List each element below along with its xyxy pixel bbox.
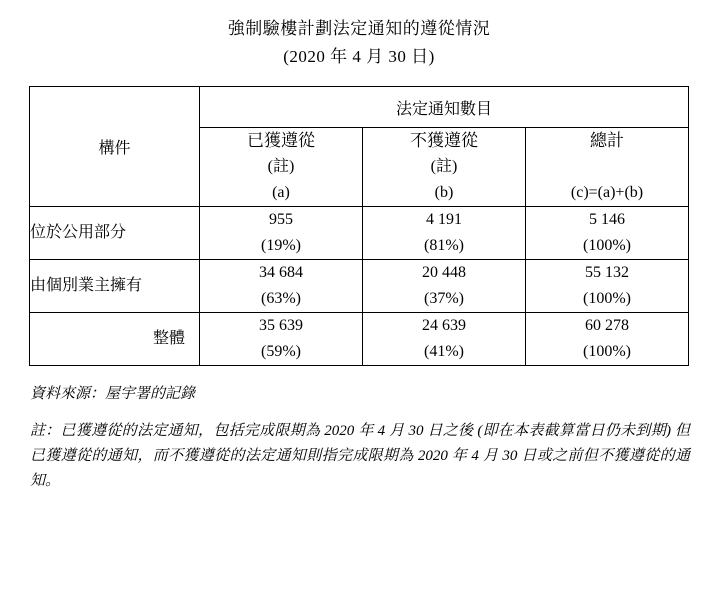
footnote: 註：已獲遵從的法定通知，包括完成限期為 2020 年 4 月 30 日之後 (即在本表截算當日仍未到期) 但已獲遵從的通知，而不獲遵從的法定通知則指完成限期為 2020 年 4 月 30 日或之前但不獲遵從的通知。 <box>30 423 690 489</box>
cell-complied: 34 684 (63%) <box>199 260 362 313</box>
header-col-not-complied: 不獲遵從 (註) (b) <box>362 128 525 207</box>
table-row <box>29 260 688 313</box>
title-block <box>0 0 718 72</box>
page-title: 強制驗樓計劃法定通知的遵從情況 <box>227 19 491 38</box>
cell-complied: 35 639 (59%) <box>199 313 362 366</box>
header-component: 構件 <box>29 87 199 207</box>
table-header-row-group <box>29 87 688 128</box>
row-label-overall: 整體 <box>29 313 199 366</box>
page-subtitle: (2020 年 4 月 30 日) <box>283 47 435 66</box>
table-row <box>29 313 688 366</box>
header-group-notices: 法定通知數目 <box>199 87 688 128</box>
cell-not-complied: 20 448 (37%) <box>362 260 525 313</box>
compliance-table <box>29 86 689 366</box>
source-note: 資料來源：屋宇署的記錄 <box>30 386 196 402</box>
cell-complied: 955 (19%) <box>199 207 362 260</box>
header-col-complied: 已獲遵從 (註) (a) <box>199 128 362 207</box>
row-label-individual-owners: 由個別業主擁有 <box>29 260 199 313</box>
cell-total: 60 278 (100%) <box>525 313 688 366</box>
cell-total: 5 146 (100%) <box>525 207 688 260</box>
header-col-total: 總計 (c)=(a)+(b) <box>525 128 688 207</box>
row-label-common-parts: 位於公用部分 <box>29 207 199 260</box>
cell-not-complied: 4 191 (81%) <box>362 207 525 260</box>
cell-not-complied: 24 639 (41%) <box>362 313 525 366</box>
table-row <box>29 207 688 260</box>
cell-total: 55 132 (100%) <box>525 260 688 313</box>
